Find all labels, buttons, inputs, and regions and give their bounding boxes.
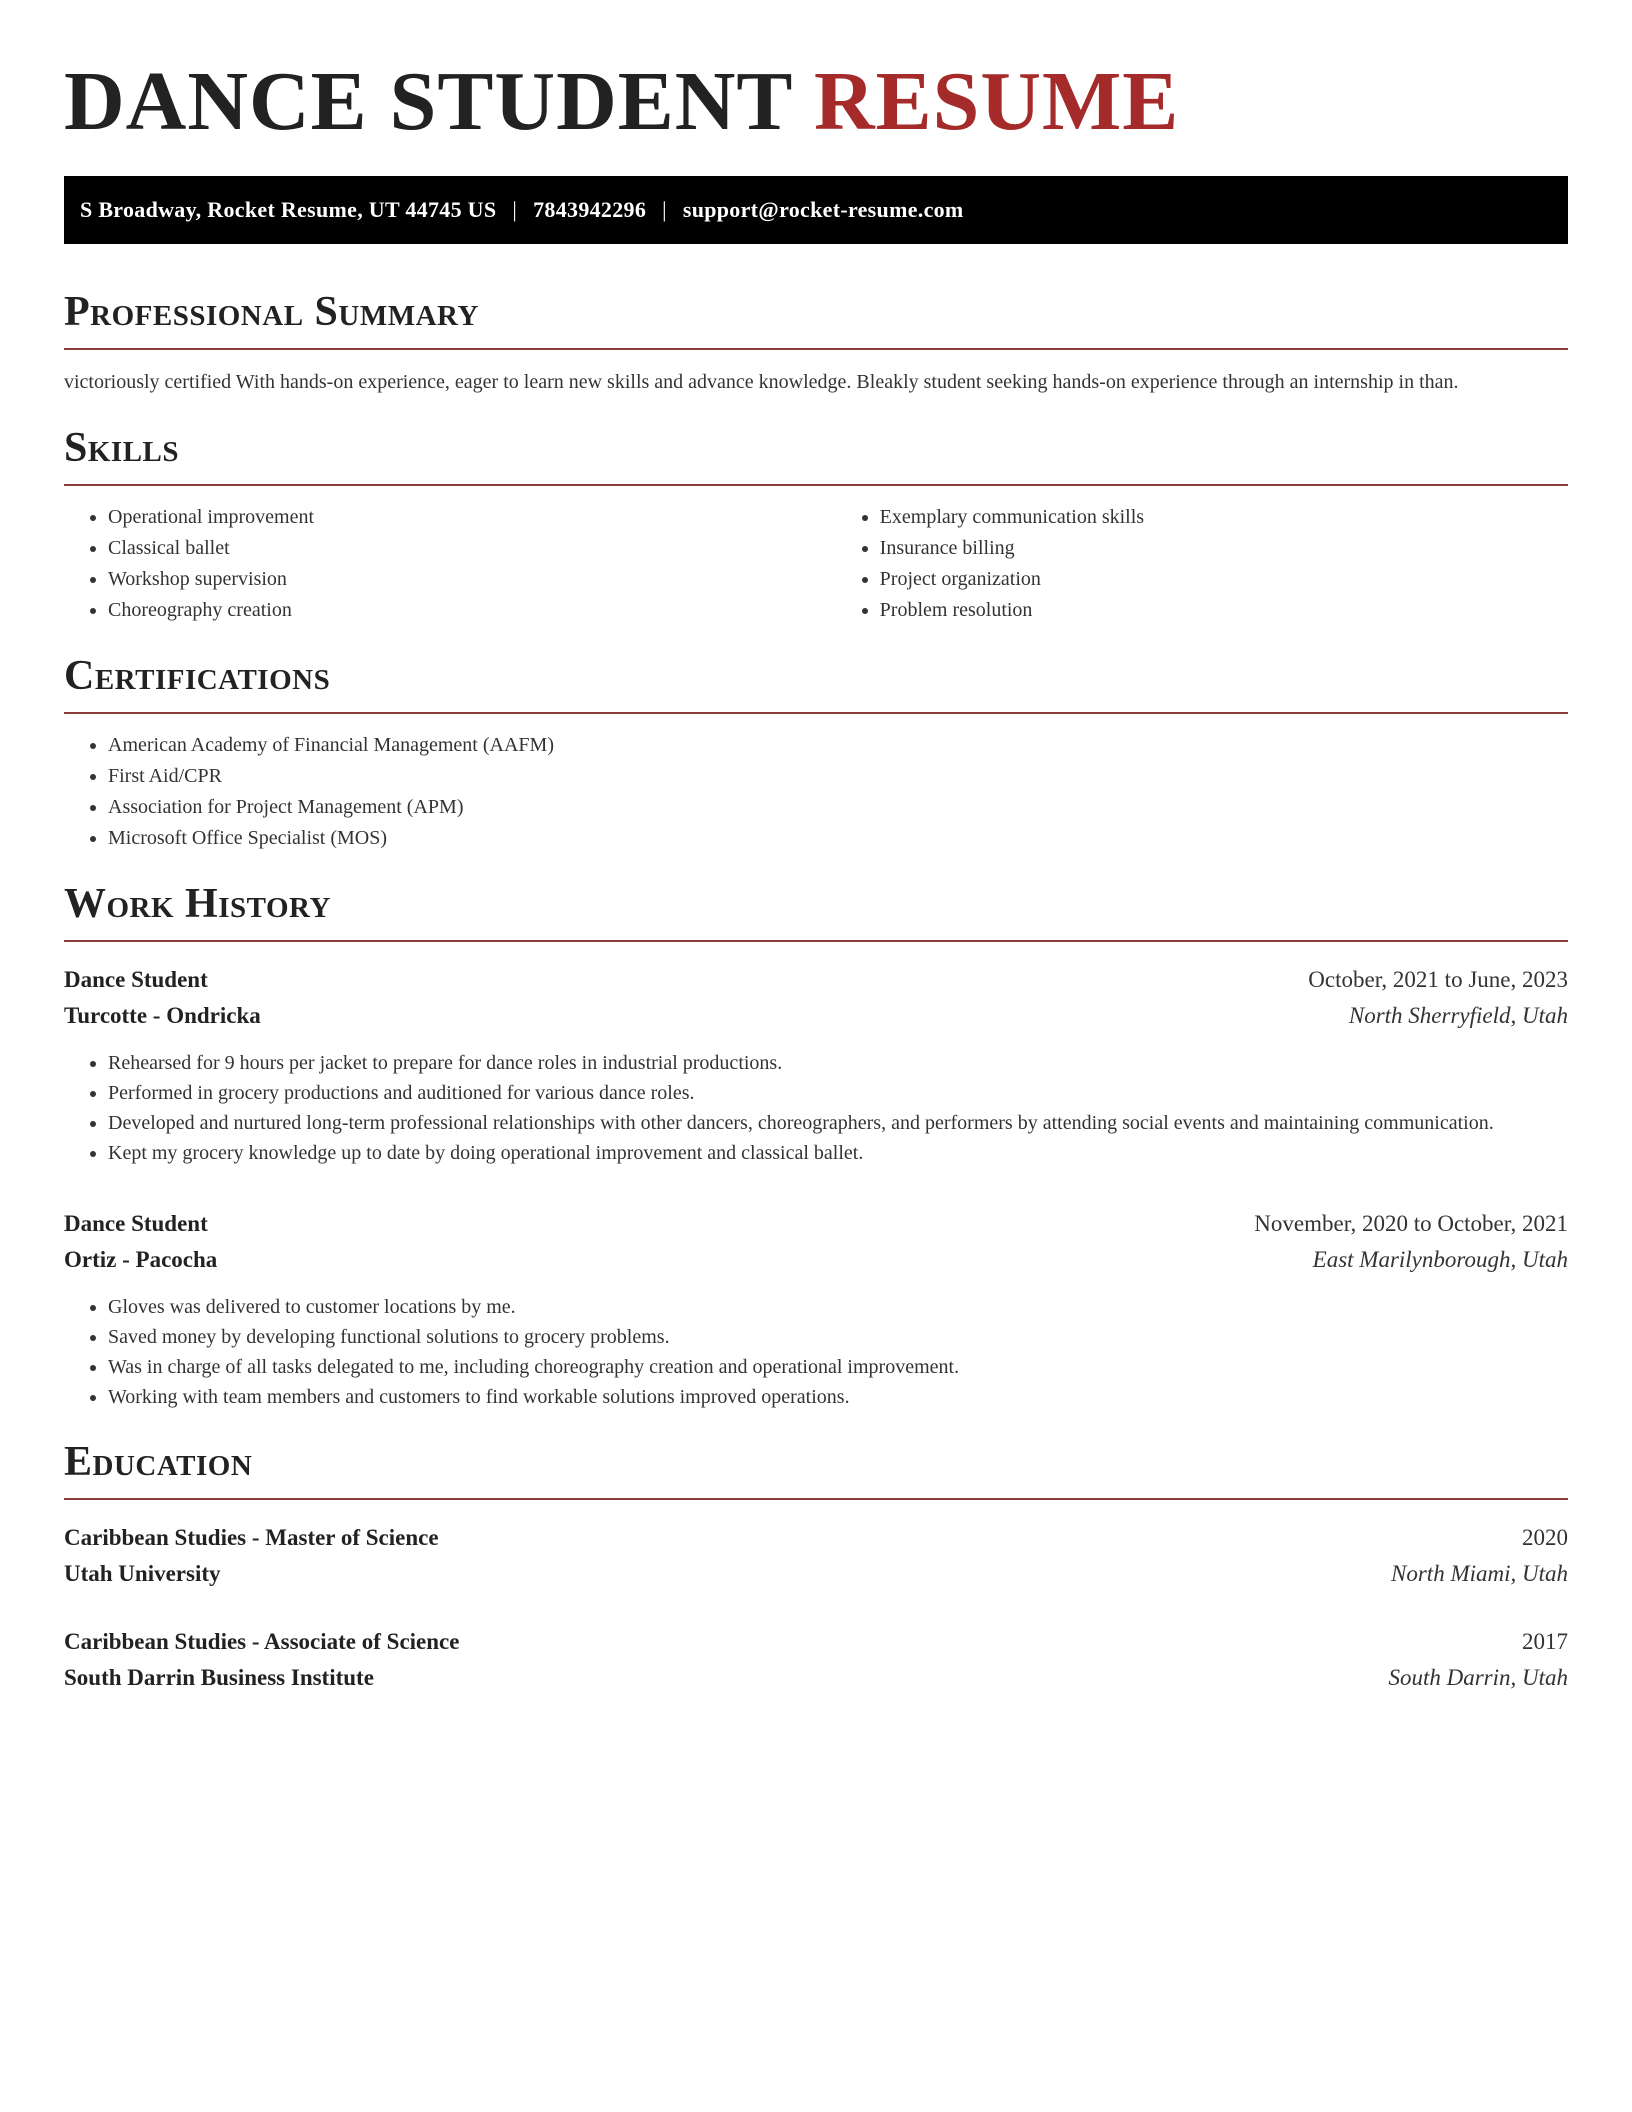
certifications-section: [64, 650, 1568, 854]
education-entry: [64, 1520, 1568, 1592]
summary-text: victoriously certified With hands-on experience, eager to learn new skills and advance knowledge. Bleakly student seeking hands-on experience through an internship in than.: [64, 371, 1459, 393]
job-duty: • Gloves was delivered to customer locations by me.: [108, 1292, 1568, 1322]
job-company: Turcotte - Ondricka: [64, 1003, 261, 1028]
certification-item: • Association for Project Management (APM): [108, 792, 1568, 823]
skill-item: • Classical ballet: [108, 533, 836, 564]
work-entry-header: [64, 962, 1568, 998]
work-entry-subheader: [64, 1242, 1568, 1278]
skill-item: • Operational improvement: [108, 502, 836, 533]
work-entry-subheader: [64, 998, 1568, 1034]
job-duty: • Developed and nurtured long-term professional relationships with other dancers, choreographers, and performers by attending social events and maintaining communication.: [108, 1108, 1568, 1138]
skill-item: • Project organization: [880, 564, 1568, 595]
job-duty: • Rehearsed for 9 hours per jacket to prepare for dance roles in industrial productions.: [108, 1048, 1568, 1078]
contact-email: support@rocket-resume.com: [682, 197, 964, 222]
skill-item: • Workshop supervision: [108, 564, 836, 595]
contact-phone: 7843942296: [533, 197, 647, 222]
summary-section: [64, 286, 1568, 396]
work-entry: [64, 1206, 1568, 1412]
job-duty: • Kept my grocery knowledge up to date by doing operational improvement and classical ballet.: [108, 1138, 1568, 1168]
certifications-list: [64, 730, 1568, 854]
skill-item: • Exemplary communication skills: [880, 502, 1568, 533]
education-year: 2020: [1522, 1525, 1568, 1550]
job-company: Ortiz - Pacocha: [64, 1247, 218, 1272]
skill-item: • Problem resolution: [880, 595, 1568, 626]
summary-heading: Professional Summary: [64, 286, 1568, 350]
contact-separator: |: [512, 197, 518, 222]
skills-list-right: [836, 502, 1568, 626]
education-location: North Miami, Utah: [1391, 1561, 1568, 1586]
resume-title-accent: RESUME: [813, 55, 1180, 148]
certification-item: • First Aid/CPR: [108, 761, 1568, 792]
job-role: Dance Student: [64, 967, 208, 992]
work-history-heading: Work History: [64, 878, 1568, 942]
education-year: 2017: [1522, 1629, 1568, 1654]
work-history-section: [64, 878, 1568, 1412]
education-entry-subheader: [64, 1556, 1568, 1592]
job-duties-list: [64, 1048, 1568, 1168]
job-dates: October, 2021 to June, 2023: [1308, 967, 1568, 992]
contact-separator: |: [662, 197, 667, 222]
education-entry: [64, 1624, 1568, 1696]
job-duty: • Saved money by developing functional solutions to grocery problems.: [108, 1322, 1568, 1352]
education-school: South Darrin Business Institute: [64, 1665, 374, 1690]
job-duties-list: [64, 1292, 1568, 1412]
job-duty: • Was in charge of all tasks delegated to me, including choreography creation and operational improvement.: [108, 1352, 1568, 1382]
education-entry-subheader: [64, 1660, 1568, 1696]
skills-grid: [64, 502, 1568, 626]
job-role: Dance Student: [64, 1211, 208, 1236]
education-entry-header: [64, 1624, 1568, 1660]
certification-item: • Microsoft Office Specialist (MOS): [108, 823, 1568, 854]
education-degree: Caribbean Studies - Associate of Science: [64, 1629, 460, 1654]
job-location: North Sherryfield, Utah: [1348, 1003, 1568, 1028]
job-duty: • Performed in grocery productions and auditioned for various dance roles.: [108, 1078, 1568, 1108]
contact-bar: [64, 176, 1568, 244]
skill-item: • Insurance billing: [880, 533, 1568, 564]
contact-address: S Broadway, Rocket Resume, UT 44745 US: [80, 197, 497, 222]
resume-title-main: DANCE STUDENT: [64, 55, 792, 148]
skill-item: • Choreography creation: [108, 595, 836, 626]
education-section: [64, 1436, 1568, 1696]
education-degree: Caribbean Studies - Master of Science: [64, 1525, 439, 1550]
certifications-heading: Certifications: [64, 650, 1568, 714]
job-location: East Marilynborough, Utah: [1312, 1247, 1568, 1272]
education-heading: Education: [64, 1436, 1568, 1500]
job-duty: • Working with team members and customers to find workable solutions improved operations.: [108, 1382, 1568, 1412]
skills-section: [64, 422, 1568, 626]
education-school: Utah University: [64, 1561, 221, 1586]
job-dates: November, 2020 to October, 2021: [1254, 1211, 1568, 1236]
education-location: South Darrin, Utah: [1388, 1665, 1568, 1690]
work-entry-header: [64, 1206, 1568, 1242]
skills-heading: Skills: [64, 422, 1568, 486]
resume-title: [64, 52, 1568, 152]
skills-list-left: [64, 502, 836, 626]
certification-item: • American Academy of Financial Management (AAFM): [108, 730, 1568, 761]
work-entry: [64, 962, 1568, 1168]
education-entry-header: [64, 1520, 1568, 1556]
